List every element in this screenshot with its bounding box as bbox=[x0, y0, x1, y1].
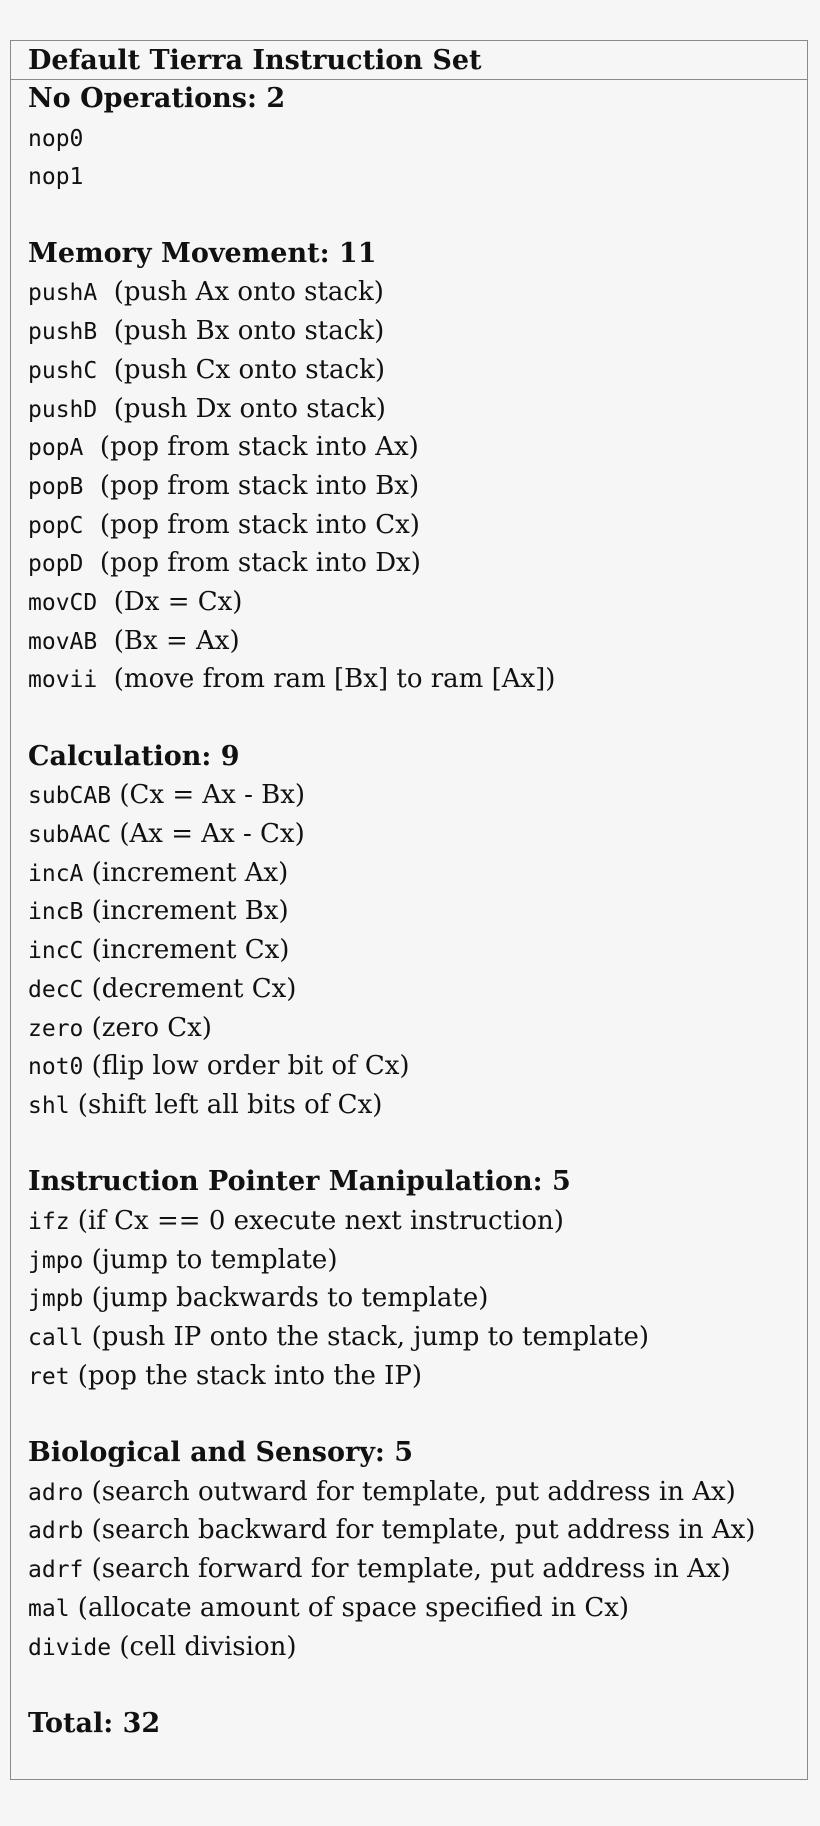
instruction-name: popD bbox=[28, 551, 84, 578]
instruction-name: jmpb bbox=[28, 1286, 84, 1313]
table-title: Default Tierra Instruction Set bbox=[11, 41, 807, 80]
instruction-description: (search forward for template, put address in Ax) bbox=[83, 1554, 731, 1585]
instruction-description: (pop from stack into Ax) bbox=[83, 432, 419, 463]
instruction-row bbox=[28, 119, 807, 158]
instruction-row bbox=[28, 815, 807, 854]
instruction-name: adrf bbox=[28, 1557, 84, 1584]
section-heading: Calculation: 9 bbox=[28, 740, 240, 772]
instruction-row bbox=[28, 544, 807, 583]
instruction-name: popA bbox=[28, 435, 84, 462]
instruction-row bbox=[28, 312, 807, 351]
instruction-name: movCD bbox=[28, 589, 98, 616]
instruction-name: divide bbox=[28, 1634, 112, 1661]
instruction-description: (zero Cx) bbox=[83, 1012, 212, 1043]
instruction-name: pushA bbox=[28, 280, 98, 307]
section-spacer bbox=[28, 1666, 807, 1705]
instruction-description: (pop from stack into Bx) bbox=[83, 470, 420, 501]
instruction-row bbox=[28, 157, 807, 196]
instruction-row bbox=[28, 390, 807, 429]
instruction-row bbox=[28, 1511, 807, 1550]
instruction-name: zero bbox=[28, 1015, 84, 1042]
instruction-description: (if Cx == 0 execute next instruction) bbox=[69, 1205, 564, 1236]
instruction-name: ifz bbox=[28, 1208, 70, 1235]
instruction-description: (push IP onto the stack, jump to template) bbox=[83, 1322, 649, 1352]
instruction-name: mal bbox=[28, 1595, 70, 1622]
instruction-name: incB bbox=[28, 899, 84, 926]
instruction-description: (pop from stack into Dx) bbox=[83, 548, 421, 579]
instruction-row bbox=[28, 1550, 807, 1589]
instruction-name: nop0 bbox=[28, 125, 84, 152]
instruction-name: movAB bbox=[28, 628, 98, 655]
section-spacer bbox=[28, 196, 807, 235]
section-heading: Memory Movement: 11 bbox=[28, 237, 377, 269]
instruction-name: adrb bbox=[28, 1518, 84, 1545]
instruction-description: (Bx = Ax) bbox=[97, 625, 240, 656]
instruction-row bbox=[28, 1202, 807, 1241]
instruction-name: incA bbox=[28, 860, 84, 887]
section-heading: Biological and Sensory: 5 bbox=[28, 1437, 414, 1469]
instruction-description: (push Bx onto stack) bbox=[97, 316, 385, 347]
instruction-row bbox=[28, 854, 807, 893]
instruction-description: (cell division) bbox=[111, 1631, 297, 1662]
instruction-name: incC bbox=[28, 938, 84, 965]
instruction-description: (increment Cx) bbox=[83, 935, 290, 966]
instruction-row bbox=[28, 1589, 807, 1628]
instruction-name: pushC bbox=[28, 357, 98, 384]
instruction-description: (move from ram [Bx] to ram [Ax]) bbox=[97, 664, 556, 695]
section-spacer bbox=[28, 1125, 807, 1164]
instruction-row bbox=[28, 467, 807, 506]
instruction-row bbox=[28, 1318, 807, 1357]
instruction-name: nop1 bbox=[28, 164, 84, 191]
instruction-row bbox=[28, 970, 807, 1009]
instruction-name: subAAC bbox=[28, 822, 112, 849]
instruction-description: (search outward for template, put address in Ax) bbox=[83, 1476, 736, 1507]
instruction-name: popC bbox=[28, 512, 84, 539]
instruction-name: pushD bbox=[28, 396, 98, 423]
instruction-description: (pop from stack into Cx) bbox=[83, 509, 420, 540]
instruction-name: not0 bbox=[28, 1054, 84, 1081]
instruction-row bbox=[28, 1279, 807, 1318]
instruction-row bbox=[28, 1357, 807, 1396]
table-content bbox=[11, 80, 807, 1744]
instruction-name: ret bbox=[28, 1363, 70, 1390]
section-spacer bbox=[28, 1395, 807, 1434]
section-heading: Instruction Pointer Manipulation: 5 bbox=[28, 1166, 571, 1198]
instruction-name: jmpo bbox=[28, 1247, 84, 1274]
instruction-description: (Cx = Ax - Bx) bbox=[111, 780, 306, 811]
instruction-row bbox=[28, 931, 807, 970]
instruction-row bbox=[28, 892, 807, 931]
section-heading: No Operations: 2 bbox=[28, 83, 286, 114]
instruction-description: (jump to template) bbox=[83, 1244, 338, 1275]
instruction-row bbox=[28, 428, 807, 467]
instruction-row bbox=[28, 273, 807, 312]
total-line: Total: 32 bbox=[28, 1707, 161, 1739]
instruction-name: adro bbox=[28, 1479, 84, 1506]
instruction-row bbox=[28, 1086, 807, 1125]
instruction-description: (Dx = Cx) bbox=[97, 586, 243, 617]
instruction-row bbox=[28, 1241, 807, 1280]
instruction-description: (decrement Cx) bbox=[83, 973, 297, 1004]
instruction-name: call bbox=[28, 1325, 84, 1351]
instruction-name: movii bbox=[28, 667, 98, 694]
instruction-description: (Ax = Ax - Cx) bbox=[111, 819, 305, 850]
instruction-description: (allocate amount of space specified in Cx) bbox=[69, 1592, 630, 1623]
instruction-name: pushB bbox=[28, 319, 98, 346]
instruction-name: decC bbox=[28, 976, 84, 1003]
instruction-row bbox=[28, 776, 807, 815]
instruction-description: (shift left all bits of Cx) bbox=[69, 1089, 383, 1120]
instruction-name: shl bbox=[28, 1092, 70, 1119]
instruction-description: (jump backwards to template) bbox=[83, 1283, 489, 1314]
instruction-row bbox=[28, 506, 807, 545]
instruction-row bbox=[28, 1473, 807, 1512]
instruction-description: (increment Bx) bbox=[83, 896, 289, 927]
instruction-description: (flip low order bit of Cx) bbox=[83, 1051, 410, 1082]
instruction-row bbox=[28, 622, 807, 661]
instruction-description: (increment Ax) bbox=[83, 857, 289, 888]
instruction-row bbox=[28, 660, 807, 699]
instruction-description: (search backward for template, put address in Ax) bbox=[83, 1515, 756, 1546]
instruction-name: subCAB bbox=[28, 783, 112, 810]
section-spacer bbox=[28, 699, 807, 738]
instruction-description: (pop the stack into the IP) bbox=[69, 1360, 423, 1391]
instruction-description: (push Cx onto stack) bbox=[97, 354, 386, 385]
instruction-set-table bbox=[10, 40, 808, 1780]
instruction-name: popB bbox=[28, 473, 84, 500]
instruction-row bbox=[28, 1628, 807, 1667]
instruction-description: (push Ax onto stack) bbox=[97, 277, 384, 308]
instruction-row bbox=[28, 1047, 807, 1086]
instruction-row bbox=[28, 583, 807, 622]
instruction-description: (push Dx onto stack) bbox=[97, 393, 386, 424]
instruction-row bbox=[28, 1009, 807, 1048]
instruction-row bbox=[28, 351, 807, 390]
